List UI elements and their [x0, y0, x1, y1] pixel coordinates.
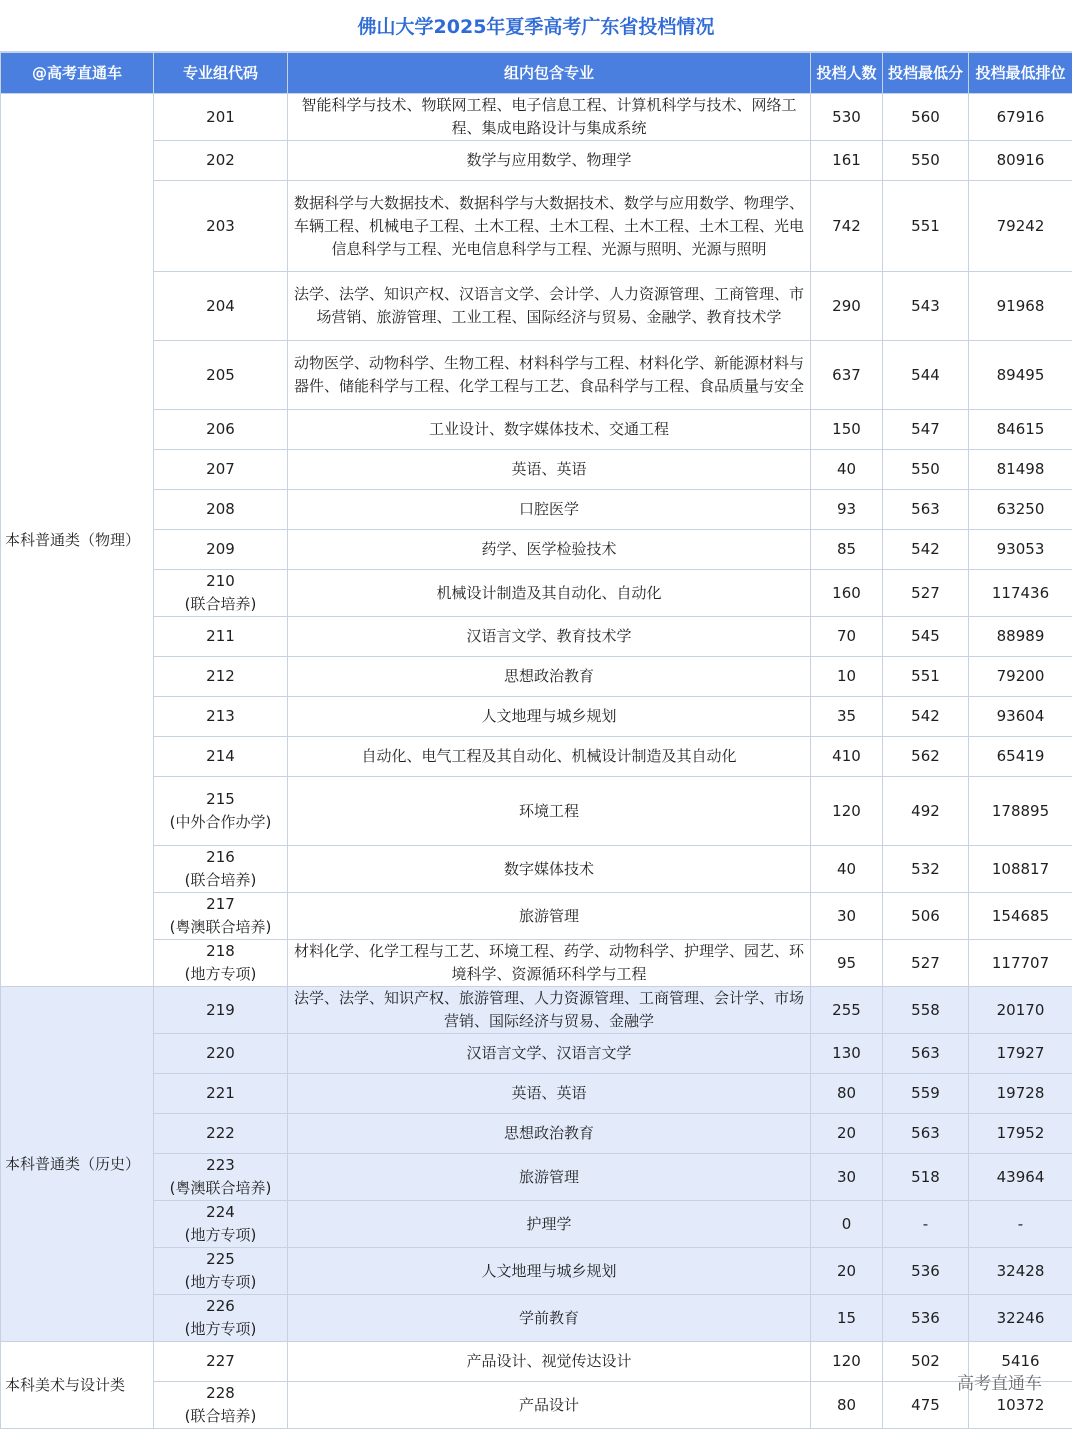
table-row: [1, 940, 1072, 987]
table-row: [1, 893, 1072, 940]
count-cell: 742: [811, 181, 883, 272]
group-code: 207: [158, 458, 283, 481]
min-score-cell: 551: [883, 181, 969, 272]
table-header-row: [1, 53, 1072, 94]
min-rank-cell: 19728: [969, 1074, 1072, 1114]
group-code-cell: [154, 141, 288, 181]
min-score-cell: 563: [883, 490, 969, 530]
min-score-cell: 527: [883, 940, 969, 987]
majors-cell: 护理学: [288, 1201, 811, 1248]
min-score-cell: 492: [883, 777, 969, 846]
group-code-cell: [154, 846, 288, 893]
group-code-cell: [154, 617, 288, 657]
count-cell: 70: [811, 617, 883, 657]
table-row: [1, 450, 1072, 490]
table-row: [1, 341, 1072, 410]
min-score-cell: 547: [883, 410, 969, 450]
min-score-cell: 558: [883, 987, 969, 1034]
group-code: 208: [158, 498, 283, 521]
count-cell: 93: [811, 490, 883, 530]
majors-cell: 药学、医学检验技术: [288, 530, 811, 570]
majors-cell: 产品设计: [288, 1382, 811, 1429]
group-code: 218: [158, 940, 283, 963]
majors-cell: 产品设计、视觉传达设计: [288, 1342, 811, 1382]
count-cell: 30: [811, 893, 883, 940]
count-cell: 161: [811, 141, 883, 181]
min-rank-cell: 154685: [969, 893, 1072, 940]
group-code-note: (地方专项): [158, 1318, 283, 1341]
group-code: 206: [158, 418, 283, 441]
majors-cell: 机械设计制造及其自动化、自动化: [288, 570, 811, 617]
min-rank-cell: 65419: [969, 737, 1072, 777]
header-min-rank: 投档最低排位: [969, 53, 1072, 94]
group-code-cell: [154, 181, 288, 272]
category-cell: 本科普通类（历史）: [1, 987, 154, 1342]
group-code: 225: [158, 1248, 283, 1271]
min-rank-cell: 20170: [969, 987, 1072, 1034]
table-row: [1, 987, 1072, 1034]
majors-cell: 思想政治教育: [288, 1114, 811, 1154]
majors-cell: 环境工程: [288, 777, 811, 846]
group-code-cell: [154, 1074, 288, 1114]
group-code-cell: [154, 1201, 288, 1248]
majors-cell: 数据科学与大数据技术、数据科学与大数据技术、数学与应用数学、物理学、车辆工程、机械电子工程、土木工程、土木工程、土木工程、土木工程、光电信息科学与工程、光电信息科学与工程、光源与照明、光源与照明: [288, 181, 811, 272]
min-score-cell: 542: [883, 530, 969, 570]
group-code: 212: [158, 665, 283, 688]
majors-cell: 人文地理与城乡规划: [288, 1248, 811, 1295]
group-code-cell: [154, 893, 288, 940]
table-row: [1, 697, 1072, 737]
min-score-cell: 544: [883, 341, 969, 410]
group-code-cell: [154, 777, 288, 846]
min-rank-cell: -: [969, 1201, 1072, 1248]
count-cell: 20: [811, 1248, 883, 1295]
min-rank-cell: 81498: [969, 450, 1072, 490]
count-cell: 30: [811, 1154, 883, 1201]
majors-cell: 学前教育: [288, 1295, 811, 1342]
count-cell: 35: [811, 697, 883, 737]
majors-cell: 口腔医学: [288, 490, 811, 530]
group-code: 220: [158, 1042, 283, 1065]
table-row: [1, 737, 1072, 777]
table-row: [1, 181, 1072, 272]
min-score-cell: 536: [883, 1248, 969, 1295]
count-cell: 120: [811, 777, 883, 846]
table-row: [1, 1114, 1072, 1154]
header-count: 投档人数: [811, 53, 883, 94]
count-cell: 637: [811, 341, 883, 410]
min-rank-cell: 178895: [969, 777, 1072, 846]
table-row: [1, 490, 1072, 530]
group-code-cell: [154, 697, 288, 737]
count-cell: 80: [811, 1382, 883, 1429]
majors-cell: 旅游管理: [288, 893, 811, 940]
min-rank-cell: 89495: [969, 341, 1072, 410]
group-code-cell: [154, 1342, 288, 1382]
group-code-note: (联合培养): [158, 1405, 283, 1428]
header-category: @高考直通车: [1, 53, 154, 94]
header-majors: 组内包含专业: [288, 53, 811, 94]
group-code: 221: [158, 1082, 283, 1105]
min-rank-cell: 10372: [969, 1382, 1072, 1429]
min-score-cell: 542: [883, 697, 969, 737]
min-score-cell: 560: [883, 94, 969, 141]
group-code-cell: [154, 1154, 288, 1201]
majors-cell: 思想政治教育: [288, 657, 811, 697]
majors-cell: 英语、英语: [288, 450, 811, 490]
min-score-cell: 532: [883, 846, 969, 893]
group-code-cell: [154, 94, 288, 141]
min-score-cell: 563: [883, 1114, 969, 1154]
group-code: 222: [158, 1122, 283, 1145]
page-title: 佛山大学2025年夏季高考广东省投档情况: [0, 0, 1072, 52]
min-rank-cell: 93604: [969, 697, 1072, 737]
group-code-cell: [154, 272, 288, 341]
group-code-cell: [154, 530, 288, 570]
table-row: [1, 1248, 1072, 1295]
count-cell: 20: [811, 1114, 883, 1154]
group-code: 210: [158, 570, 283, 593]
min-rank-cell: 108817: [969, 846, 1072, 893]
group-code: 228: [158, 1382, 283, 1405]
min-score-cell: 536: [883, 1295, 969, 1342]
min-score-cell: 502: [883, 1342, 969, 1382]
category-cell: 本科美术与设计类: [1, 1342, 154, 1429]
group-code: 204: [158, 295, 283, 318]
count-cell: 150: [811, 410, 883, 450]
count-cell: 15: [811, 1295, 883, 1342]
group-code: 216: [158, 846, 283, 869]
table-row: [1, 272, 1072, 341]
majors-cell: 汉语言文学、汉语言文学: [288, 1034, 811, 1074]
group-code: 215: [158, 788, 283, 811]
group-code-cell: [154, 737, 288, 777]
count-cell: 95: [811, 940, 883, 987]
table-row: [1, 1342, 1072, 1382]
table-row: [1, 846, 1072, 893]
min-rank-cell: 32428: [969, 1248, 1072, 1295]
table-row: [1, 570, 1072, 617]
table-row: [1, 1382, 1072, 1429]
table-row: [1, 410, 1072, 450]
table-row: [1, 141, 1072, 181]
group-code-cell: [154, 987, 288, 1034]
group-code-note: (地方专项): [158, 963, 283, 986]
majors-cell: 动物医学、动物科学、生物工程、材料科学与工程、材料化学、新能源材料与器件、储能科学与工程、化学工程与工艺、食品科学与工程、食品质量与安全: [288, 341, 811, 410]
count-cell: 10: [811, 657, 883, 697]
min-rank-cell: 32246: [969, 1295, 1072, 1342]
min-rank-cell: 5416: [969, 1342, 1072, 1382]
group-code-note: (地方专项): [158, 1271, 283, 1294]
group-code: 209: [158, 538, 283, 561]
min-rank-cell: 43964: [969, 1154, 1072, 1201]
group-code: 223: [158, 1154, 283, 1177]
category-cell: 本科普通类（物理）: [1, 94, 154, 987]
group-code-note: (中外合作办学): [158, 811, 283, 834]
min-rank-cell: 17952: [969, 1114, 1072, 1154]
group-code: 214: [158, 745, 283, 768]
min-score-cell: 475: [883, 1382, 969, 1429]
count-cell: 40: [811, 846, 883, 893]
group-code: 226: [158, 1295, 283, 1318]
min-rank-cell: 91968: [969, 272, 1072, 341]
majors-cell: 汉语言文学、教育技术学: [288, 617, 811, 657]
table-row: [1, 530, 1072, 570]
min-score-cell: 506: [883, 893, 969, 940]
group-code: 202: [158, 149, 283, 172]
watermark-label: 高考直通车: [957, 1369, 1042, 1394]
table-row: [1, 1074, 1072, 1114]
group-code-cell: [154, 570, 288, 617]
min-rank-cell: 117436: [969, 570, 1072, 617]
group-code-cell: [154, 341, 288, 410]
table-row: [1, 777, 1072, 846]
min-rank-cell: 93053: [969, 530, 1072, 570]
group-code-note: (地方专项): [158, 1224, 283, 1247]
group-code: 211: [158, 625, 283, 648]
group-code-note: (粤澳联合培养): [158, 916, 283, 939]
group-code: 203: [158, 215, 283, 238]
admission-table: [0, 52, 1072, 1429]
group-code: 227: [158, 1350, 283, 1373]
majors-cell: 人文地理与城乡规划: [288, 697, 811, 737]
min-rank-cell: 80916: [969, 141, 1072, 181]
min-rank-cell: 79200: [969, 657, 1072, 697]
min-score-cell: 550: [883, 141, 969, 181]
count-cell: 410: [811, 737, 883, 777]
min-score-cell: 562: [883, 737, 969, 777]
min-rank-cell: 63250: [969, 490, 1072, 530]
min-score-cell: 527: [883, 570, 969, 617]
group-code-cell: [154, 1382, 288, 1429]
count-cell: 530: [811, 94, 883, 141]
group-code-cell: [154, 1295, 288, 1342]
min-rank-cell: 17927: [969, 1034, 1072, 1074]
min-rank-cell: 117707: [969, 940, 1072, 987]
table-row: [1, 94, 1072, 141]
majors-cell: 材料化学、化学工程与工艺、环境工程、药学、动物科学、护理学、园艺、环境科学、资源循环科学与工程: [288, 940, 811, 987]
majors-cell: 数字媒体技术: [288, 846, 811, 893]
count-cell: 0: [811, 1201, 883, 1248]
group-code-note: (粤澳联合培养): [158, 1177, 283, 1200]
table-row: [1, 617, 1072, 657]
group-code-cell: [154, 490, 288, 530]
count-cell: 160: [811, 570, 883, 617]
min-score-cell: 518: [883, 1154, 969, 1201]
table-body: [1, 94, 1072, 1429]
majors-cell: 法学、法学、知识产权、旅游管理、人力资源管理、工商管理、会计学、市场营销、国际经济与贸易、金融学: [288, 987, 811, 1034]
majors-cell: 旅游管理: [288, 1154, 811, 1201]
count-cell: 130: [811, 1034, 883, 1074]
min-rank-cell: 67916: [969, 94, 1072, 141]
majors-cell: 数学与应用数学、物理学: [288, 141, 811, 181]
group-code-cell: [154, 1034, 288, 1074]
count-cell: 255: [811, 987, 883, 1034]
min-score-cell: 545: [883, 617, 969, 657]
min-score-cell: 551: [883, 657, 969, 697]
count-cell: 40: [811, 450, 883, 490]
group-code: 224: [158, 1201, 283, 1224]
majors-cell: 英语、英语: [288, 1074, 811, 1114]
table-row: [1, 1295, 1072, 1342]
min-score-cell: 550: [883, 450, 969, 490]
count-cell: 290: [811, 272, 883, 341]
majors-cell: 智能科学与技术、物联网工程、电子信息工程、计算机科学与技术、网络工程、集成电路设计与集成系统: [288, 94, 811, 141]
group-code-cell: [154, 1248, 288, 1295]
group-code: 205: [158, 364, 283, 387]
header-min-score: 投档最低分: [883, 53, 969, 94]
group-code-note: (联合培养): [158, 593, 283, 616]
table-row: [1, 657, 1072, 697]
count-cell: 85: [811, 530, 883, 570]
group-code-cell: [154, 450, 288, 490]
group-code: 217: [158, 893, 283, 916]
table-row: [1, 1201, 1072, 1248]
min-score-cell: -: [883, 1201, 969, 1248]
min-score-cell: 543: [883, 272, 969, 341]
group-code-cell: [154, 1114, 288, 1154]
group-code: 213: [158, 705, 283, 728]
group-code-cell: [154, 410, 288, 450]
header-code: 专业组代码: [154, 53, 288, 94]
majors-cell: 法学、法学、知识产权、汉语言文学、会计学、人力资源管理、工商管理、市场营销、旅游管理、工业工程、国际经济与贸易、金融学、教育技术学: [288, 272, 811, 341]
group-code-cell: [154, 657, 288, 697]
group-code: 219: [158, 999, 283, 1022]
min-score-cell: 559: [883, 1074, 969, 1114]
min-rank-cell: 79242: [969, 181, 1072, 272]
min-score-cell: 563: [883, 1034, 969, 1074]
table-row: [1, 1154, 1072, 1201]
count-cell: 120: [811, 1342, 883, 1382]
majors-cell: 自动化、电气工程及其自动化、机械设计制造及其自动化: [288, 737, 811, 777]
majors-cell: 工业设计、数字媒体技术、交通工程: [288, 410, 811, 450]
group-code: 201: [158, 106, 283, 129]
group-code-cell: [154, 940, 288, 987]
min-rank-cell: 88989: [969, 617, 1072, 657]
table-row: [1, 1034, 1072, 1074]
min-rank-cell: 84615: [969, 410, 1072, 450]
group-code-note: (联合培养): [158, 869, 283, 892]
count-cell: 80: [811, 1074, 883, 1114]
